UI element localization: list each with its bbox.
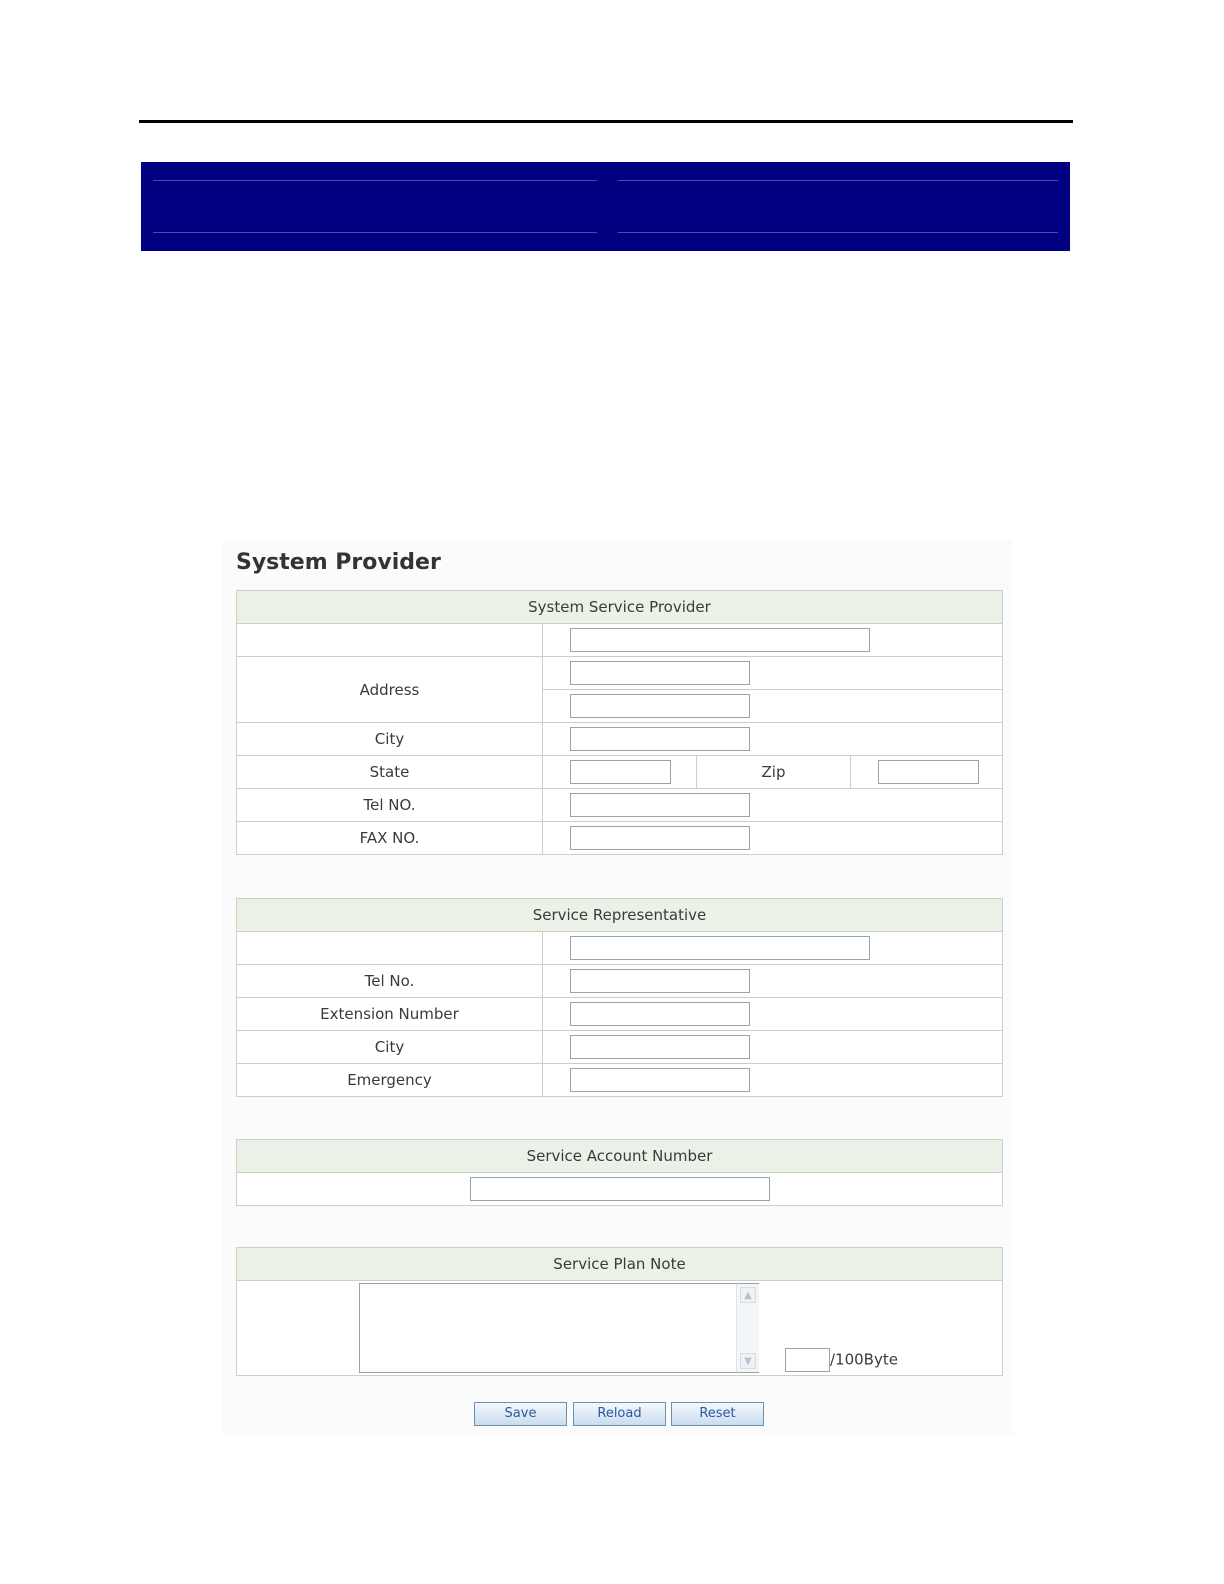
extension-label: Extension Number — [237, 998, 543, 1031]
city-input[interactable] — [570, 727, 750, 751]
service-plan-note-table — [236, 1247, 1003, 1376]
banner-divider — [153, 232, 597, 233]
section-header: Service Representative — [237, 899, 1003, 932]
address-line1-input[interactable] — [570, 661, 750, 685]
banner-divider — [618, 180, 1058, 181]
rep-tel-input[interactable] — [570, 969, 750, 993]
fax-label: FAX NO. — [237, 822, 543, 855]
emergency-input[interactable] — [570, 1068, 750, 1092]
note-scrollbar[interactable] — [736, 1284, 759, 1372]
header-banner — [141, 162, 1070, 251]
chevron-up-icon[interactable]: ▲ — [740, 1287, 756, 1303]
zip-label: Zip — [697, 756, 851, 789]
extension-input[interactable] — [570, 1002, 750, 1026]
service-account-input[interactable] — [470, 1177, 770, 1201]
rep-tel-label: Tel No. — [237, 965, 543, 998]
save-button[interactable]: Save — [474, 1402, 567, 1426]
tel-label: Tel NO. — [237, 789, 543, 822]
note-row — [237, 1281, 1002, 1375]
service-plan-note-textarea[interactable] — [359, 1283, 759, 1373]
reset-button[interactable]: Reset — [671, 1402, 764, 1426]
emergency-label: Emergency — [237, 1064, 543, 1097]
address-line2-input[interactable] — [570, 694, 750, 718]
tel-input[interactable] — [570, 793, 750, 817]
state-label: State — [237, 756, 543, 789]
byte-counter — [785, 1348, 898, 1372]
rep-city-label: City — [237, 1031, 543, 1064]
reload-button[interactable]: Reload — [573, 1402, 666, 1426]
header-rule — [139, 120, 1073, 123]
section-header: Service Plan Note — [237, 1248, 1003, 1281]
system-service-provider-table — [236, 590, 1003, 855]
section-header: Service Account Number — [237, 1140, 1003, 1173]
zip-input[interactable] — [878, 760, 979, 784]
byte-limit-label: /100Byte — [830, 1350, 898, 1369]
section-header: System Service Provider — [237, 591, 1003, 624]
city-label: City — [237, 723, 543, 756]
fax-input[interactable] — [570, 826, 750, 850]
banner-divider — [153, 180, 597, 181]
provider-name-label — [237, 624, 543, 657]
chevron-down-icon[interactable]: ▼ — [740, 1353, 756, 1369]
address-label: Address — [237, 657, 543, 723]
rep-city-input[interactable] — [570, 1035, 750, 1059]
service-representative-table — [236, 898, 1003, 1097]
byte-count-input[interactable] — [785, 1348, 830, 1372]
representative-name-label — [237, 932, 543, 965]
representative-name-input[interactable] — [570, 936, 870, 960]
banner-divider — [618, 232, 1058, 233]
service-account-table — [236, 1139, 1003, 1206]
state-input[interactable] — [570, 760, 671, 784]
provider-name-input[interactable] — [570, 628, 870, 652]
page-title: System Provider — [236, 550, 441, 575]
